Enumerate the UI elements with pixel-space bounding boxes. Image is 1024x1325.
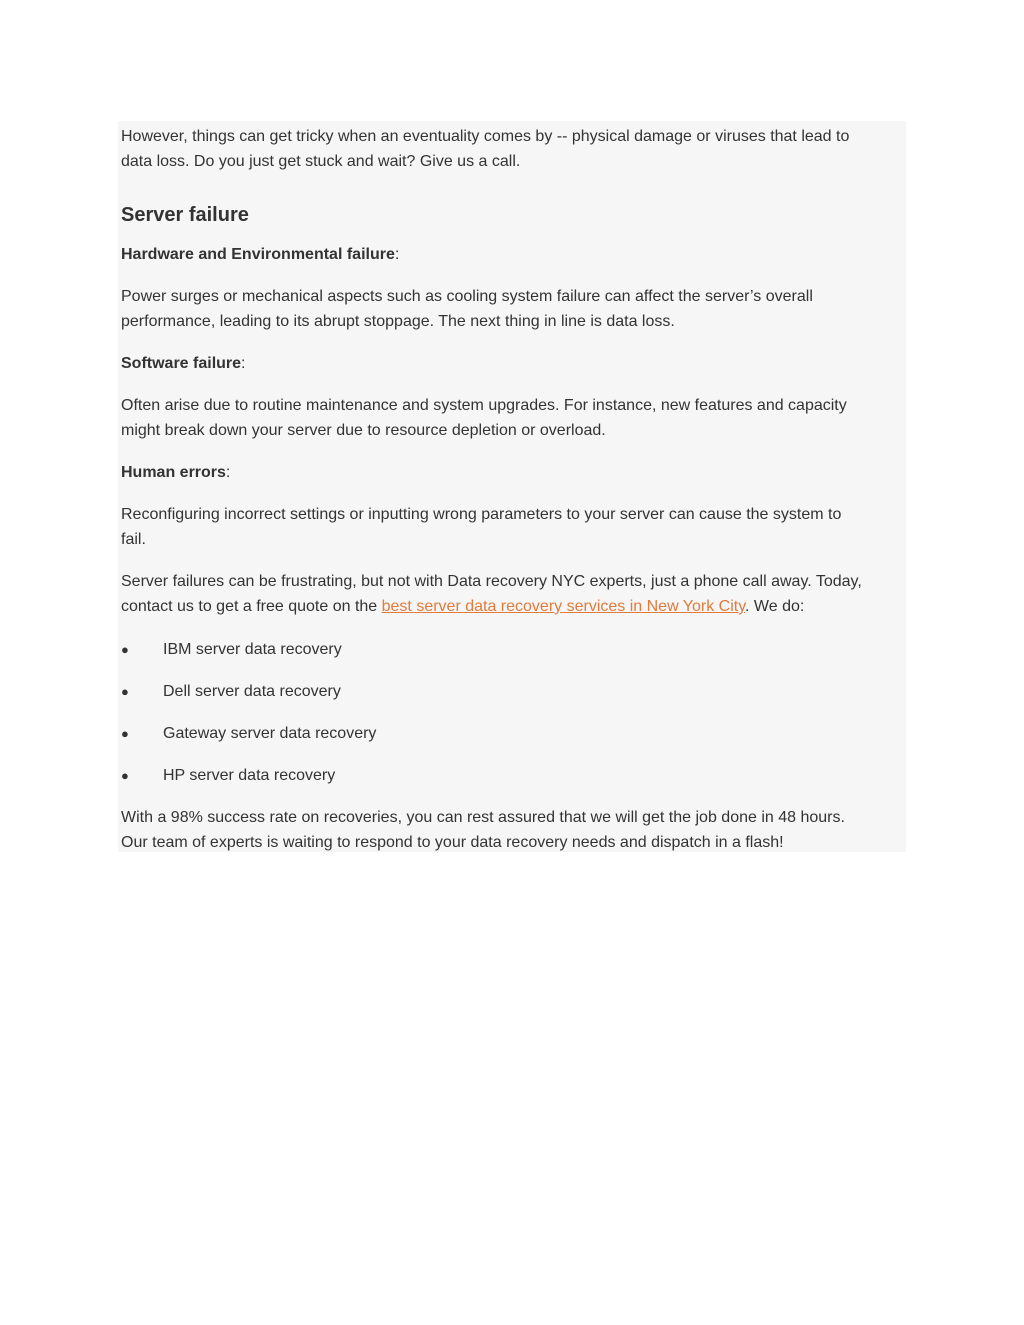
list-item: HP server data recovery (163, 767, 336, 784)
section-heading: Server failure (121, 204, 249, 226)
human-errors-line-2: fail. (121, 531, 146, 548)
hardware-failure-label (121, 242, 399, 267)
human-errors-title: Human errors (121, 464, 226, 481)
hardware-failure-title: Hardware and Environmental failure (121, 246, 395, 263)
recovery-services-link[interactable]: best server data recovery services in New York City (381, 598, 746, 615)
list-item: IBM server data recovery (163, 641, 342, 658)
closing-line-2: Our team of experts is waiting to respond to your data recovery needs and dispatch in a flash! (121, 834, 784, 851)
intro-line-1: However, things can get tricky when an eventuality comes by -- physical damage or viruses that lead to (121, 128, 850, 145)
software-failure-colon: : (241, 355, 246, 372)
human-errors-colon: : (225, 464, 231, 481)
hardware-failure-line-1: Power surges or mechanical aspects such as cooling system failure can affect the server’s overall (121, 288, 813, 305)
cta-line-1: Server failures can be frustrating, but not with Data recovery NYC experts, just a phone call away. Today, (121, 573, 862, 590)
intro-line-2: data loss. Do you just get stuck and wait? Give us a call. (121, 153, 521, 170)
bullet-marker: ● (121, 768, 129, 783)
bullet-marker: ● (121, 726, 129, 741)
human-errors-line-1: Reconfiguring incorrect settings or inputting wrong parameters to your server can cause the system to (121, 506, 842, 523)
software-failure-label (121, 351, 245, 376)
hardware-failure-line-2: performance, leading to its abrupt stoppage. The next thing in line is data loss. (121, 313, 675, 330)
cta-line-2 (121, 594, 804, 619)
software-failure-line-1: Often arise due to routine maintenance and system upgrades. For instance, new features and capacity (121, 397, 847, 414)
software-failure-line-2: might break down your server due to resource depletion or overload. (121, 422, 606, 439)
list-item: Gateway server data recovery (163, 725, 377, 742)
human-errors-label (121, 460, 230, 485)
cta-prefix: contact us to get a free quote on the (121, 598, 382, 615)
closing-line-1: With a 98% success rate on recoveries, you can rest assured that we will get the job done in 48 hours. (121, 809, 845, 826)
bullet-marker: ● (121, 642, 129, 657)
bullet-marker: ● (121, 684, 129, 699)
hardware-failure-colon: : (394, 246, 400, 263)
list-item: Dell server data recovery (163, 683, 341, 700)
software-failure-title: Software failure (121, 355, 242, 372)
cta-suffix: . We do: (745, 598, 805, 615)
